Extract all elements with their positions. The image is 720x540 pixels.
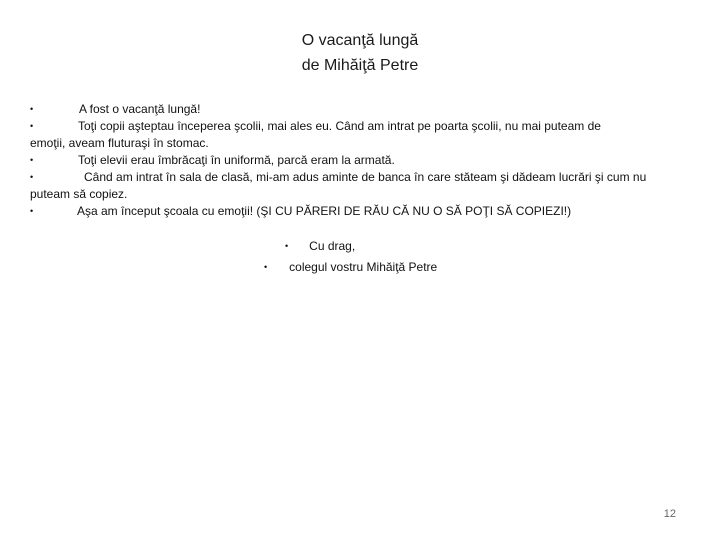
bullet-list bbox=[30, 101, 650, 220]
title-line-1: O vacanţă lungă bbox=[301, 32, 419, 49]
bullet-icon: • bbox=[30, 172, 34, 182]
bullet-icon: • bbox=[30, 206, 34, 216]
bullet-text: Toţi copii aşteptau începerea şcolii, mai ales eu. Când am intrat pe poarta şcolii, nu mai puteam de bbox=[78, 119, 601, 133]
bullet-item-5 bbox=[30, 203, 650, 220]
bullet-text: Toţi elevii erau îmbrăcaţi în uniformă, parcă eram la armată. bbox=[78, 153, 395, 167]
bullet-item-2 bbox=[30, 118, 650, 152]
bullet-icon: • bbox=[30, 104, 34, 114]
bullet-text-continuation: puteam să copiez. bbox=[30, 187, 128, 201]
bullet-text: A fost o vacanţă lungă! bbox=[79, 102, 201, 116]
bullet-icon: • bbox=[285, 241, 289, 251]
bullet-item-4 bbox=[30, 169, 650, 203]
bullet-icon: • bbox=[30, 121, 34, 131]
slide-title bbox=[0, 28, 720, 78]
signature-name bbox=[264, 259, 437, 276]
bullet-icon: • bbox=[30, 155, 34, 165]
bullet-text: Când am intrat în sala de clasă, mi-am adus aminte de banca în care stăteam şi dădeam lucrări şi cum nu bbox=[84, 170, 647, 184]
page-number: 12 bbox=[663, 508, 676, 520]
bullet-text-continuation: emoţii, aveam fluturaşi în stomac. bbox=[30, 136, 209, 150]
signature-greeting bbox=[285, 238, 355, 255]
bullet-item-1 bbox=[30, 101, 650, 118]
signature-greeting-text: Cu drag, bbox=[309, 239, 356, 253]
bullet-item-3 bbox=[30, 152, 650, 169]
signature-name-text: colegul vostru Mihăiţă Petre bbox=[289, 260, 438, 274]
title-line-2: de Mihăiţă Petre bbox=[301, 57, 419, 74]
bullet-icon: • bbox=[264, 262, 268, 272]
bullet-text: Aşa am început şcoala cu emoţii! (ŞI CU PĂRERI DE RĂU CĂ NU O SĂ POŢI SĂ COPIEZI!) bbox=[77, 204, 572, 218]
